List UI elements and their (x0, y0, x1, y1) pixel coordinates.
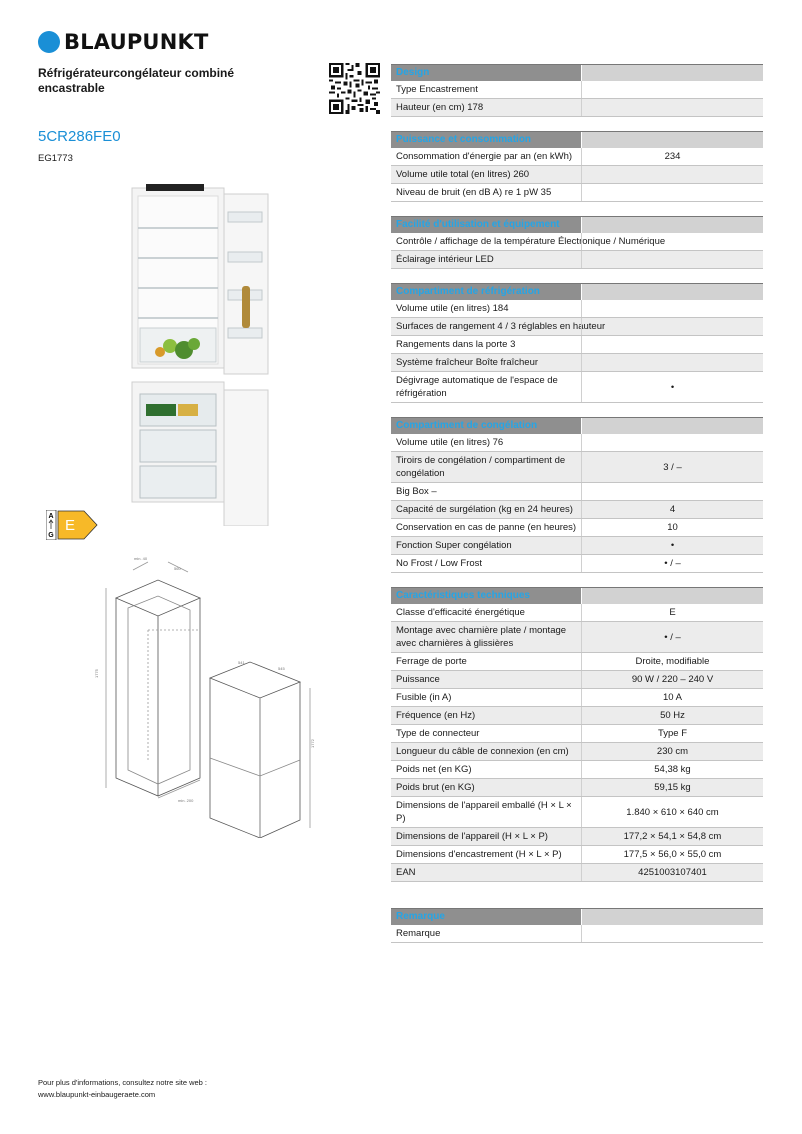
row-label: Poids net (en KG) (396, 764, 472, 775)
row-label: Système fraîcheur Boîte fraîcheur (396, 357, 539, 368)
section-header (391, 587, 763, 604)
row-label: EAN (396, 867, 416, 878)
row-label: Volume utile (en litres) 184 (396, 303, 509, 314)
dim-text: 1772 (310, 739, 315, 748)
row-label: Fonction Super congélation (396, 540, 512, 551)
spec-section (391, 64, 763, 117)
footer-text: Pour plus d'informations, consultez notre site web : (38, 1078, 208, 1087)
table-row (391, 864, 763, 882)
energy-class-badge (46, 510, 98, 540)
row-label: Big Box – (396, 486, 437, 497)
table-row (391, 99, 763, 117)
row-value: 4251003107401 (581, 864, 763, 881)
row-value: 10 A (581, 689, 763, 706)
table-row (391, 779, 763, 797)
row-label: Fréquence (en Hz) (396, 710, 476, 721)
section-title: Compartiment de réfrigération (391, 284, 581, 300)
row-label: Puissance (396, 674, 440, 685)
row-value (581, 336, 763, 353)
row-label: Contrôle / affichage de la température Électronique / Numérique (396, 236, 666, 247)
section-title: Facilité d'utilisation et équipement (391, 217, 581, 233)
table-row (391, 251, 763, 269)
row-label: Dimensions d'encastrement (H × L × P) (396, 849, 562, 860)
row-label: Consommation d'énergie par an (en kWh) (396, 151, 573, 162)
brand-logo (38, 30, 208, 54)
row-label: Dégivrage automatique de l'espace de réfrigération (396, 375, 558, 399)
row-label: Ferrage de porte (396, 656, 467, 667)
row-value: 10 (581, 519, 763, 536)
product-model: 5CR286FE0 (38, 128, 121, 145)
energy-class: E (64, 517, 76, 534)
table-row (391, 336, 763, 354)
row-value: E (581, 604, 763, 621)
table-row (391, 725, 763, 743)
table-row (391, 372, 763, 403)
table-row (391, 519, 763, 537)
row-value (581, 434, 763, 451)
row-value (581, 81, 763, 98)
table-row (391, 671, 763, 689)
spec-table (391, 64, 763, 957)
table-row (391, 483, 763, 501)
table-row (391, 828, 763, 846)
dim-text: 541 (238, 660, 245, 665)
table-row (391, 452, 763, 483)
footer-url[interactable]: www.blaupunkt-einbaugeraete.com (38, 1090, 156, 1099)
table-row (391, 846, 763, 864)
table-row (391, 537, 763, 555)
table-row (391, 761, 763, 779)
row-value: • / – (581, 555, 763, 572)
row-value: Droite, modifiable (581, 653, 763, 670)
fridge-image (128, 178, 280, 526)
section-header (391, 283, 763, 300)
row-label: Fusible (in A) (396, 692, 452, 703)
dim-text: 560 (174, 566, 181, 571)
table-row (391, 166, 763, 184)
row-label: No Frost / Low Frost (396, 558, 483, 569)
row-label: Dimensions de l'appareil emballé (H × L × P) (396, 800, 572, 824)
spec-section (391, 587, 763, 882)
table-row (391, 354, 763, 372)
table-row (391, 501, 763, 519)
spec-section (391, 283, 763, 403)
row-value: 4 (581, 501, 763, 518)
row-label: Volume utile total (en litres) 260 (396, 169, 530, 180)
spec-section (391, 131, 763, 202)
installation-drawing (88, 548, 340, 838)
table-row (391, 604, 763, 622)
row-value: 54,38 kg (581, 761, 763, 778)
row-label: Tiroirs de congélation / compartiment de congélation (396, 455, 566, 479)
spec-section (391, 417, 763, 573)
section-header (391, 216, 763, 233)
dim-text: min. 40 (134, 556, 148, 561)
row-value (581, 925, 763, 942)
spec-section (391, 908, 763, 943)
row-value (581, 184, 763, 201)
row-value: 90 W / 220 – 240 V (581, 671, 763, 688)
row-value: 177,2 × 54,1 × 54,8 cm (581, 828, 763, 845)
table-row (391, 148, 763, 166)
table-row (391, 81, 763, 99)
table-row (391, 184, 763, 202)
row-value (581, 251, 763, 268)
row-value: 1.840 × 610 × 640 cm (581, 797, 763, 827)
table-row (391, 797, 763, 828)
row-value (581, 318, 763, 335)
row-value: • / – (581, 622, 763, 652)
product-code: EG1773 (38, 153, 73, 164)
table-row (391, 434, 763, 452)
brand-dot-icon (38, 31, 60, 53)
row-label: Montage avec charnière plate / montage avec charnières à glissières (396, 625, 567, 649)
table-row (391, 300, 763, 318)
footer (38, 1077, 207, 1101)
row-label: Éclairage intérieur LED (396, 254, 494, 265)
table-row (391, 689, 763, 707)
table-row (391, 653, 763, 671)
row-label: Poids brut (en KG) (396, 782, 475, 793)
row-label: Longueur du câble de connexion (en cm) (396, 746, 569, 757)
dim-text: 545 (278, 666, 285, 671)
row-value: 234 (581, 148, 763, 165)
row-label: Niveau de bruit (en dB A) re 1 pW 35 (396, 187, 552, 198)
section-title: Caractéristiques techniques (391, 588, 581, 604)
row-label: Dimensions de l'appareil (H × L × P) (396, 831, 548, 842)
table-row (391, 622, 763, 653)
row-value (581, 354, 763, 371)
row-value: 3 / – (581, 452, 763, 482)
row-label: Rangements dans la porte 3 (396, 339, 516, 350)
product-title: Réfrigérateurcongélateur combiné encastrable (38, 66, 235, 95)
spec-section (391, 216, 763, 269)
brand-name: BLAUPUNKT (64, 30, 209, 54)
row-label: Conservation en cas de panne (en heures) (396, 522, 577, 533)
row-label: Hauteur (en cm) 178 (396, 102, 484, 113)
row-value (581, 300, 763, 317)
section-header (391, 908, 763, 925)
table-row (391, 233, 763, 251)
row-value: • (581, 372, 763, 402)
row-value (581, 99, 763, 116)
row-label: Remarque (396, 928, 441, 939)
section-title: Compartiment de congélation (391, 418, 581, 434)
row-value: 177,5 × 56,0 × 55,0 cm (581, 846, 763, 863)
row-label: Surfaces de rangement 4 / 3 réglables en hauteur (396, 321, 606, 332)
section-title: Design (391, 65, 581, 81)
energy-scale-bottom: G (48, 532, 54, 539)
table-row (391, 318, 763, 336)
qr-code-icon (329, 63, 380, 114)
row-value: 50 Hz (581, 707, 763, 724)
dim-text: 1775 (94, 669, 99, 678)
section-header (391, 64, 763, 81)
row-label: Type Encastrement (396, 84, 478, 95)
row-label: Capacité de surgélation (kg en 24 heures) (396, 504, 573, 515)
dim-text: min. 200 (178, 798, 194, 803)
row-label: Type de connecteur (396, 728, 480, 739)
section-header (391, 417, 763, 434)
row-label: Classe d'efficacité énergétique (396, 607, 525, 618)
table-row (391, 707, 763, 725)
row-value (581, 233, 763, 250)
section-header (391, 131, 763, 148)
table-row (391, 925, 763, 943)
row-value: Type F (581, 725, 763, 742)
section-title: Puissance et consommation (391, 132, 581, 148)
row-value: • (581, 537, 763, 554)
row-value (581, 483, 763, 500)
table-row (391, 743, 763, 761)
energy-scale-top: A (48, 513, 54, 520)
row-value: 230 cm (581, 743, 763, 760)
table-row (391, 555, 763, 573)
row-value: 59,15 kg (581, 779, 763, 796)
row-label: Volume utile (en litres) 76 (396, 437, 504, 448)
energy-arrow (58, 511, 97, 539)
row-value (581, 166, 763, 183)
section-title: Remarque (391, 909, 581, 925)
